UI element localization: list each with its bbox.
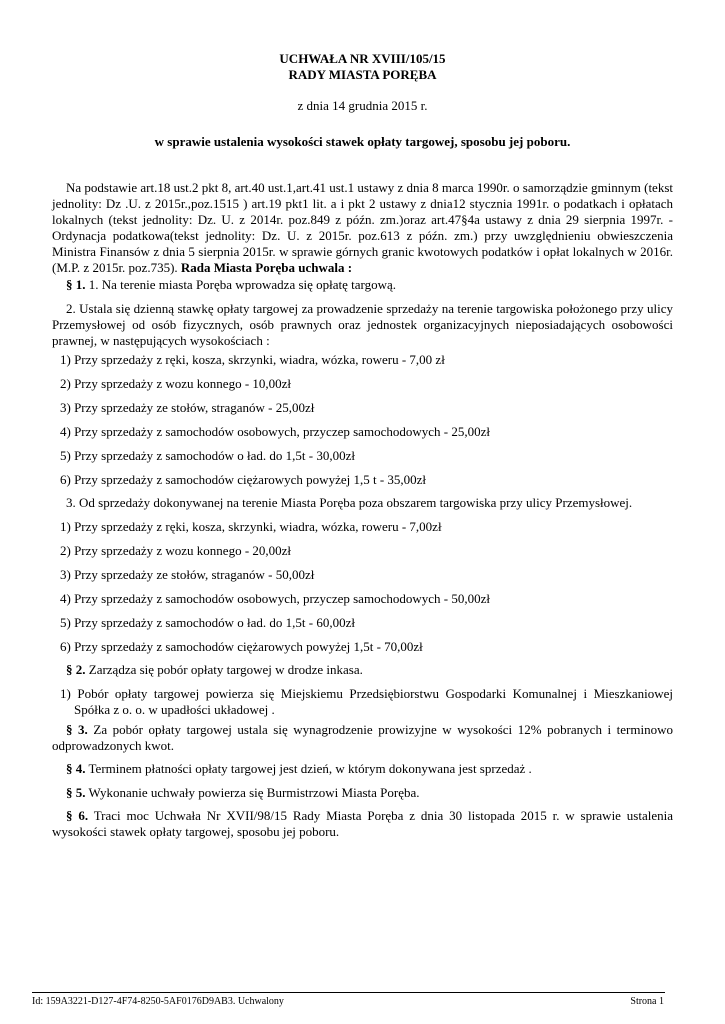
rate-item: 4) Przy sprzedaży z samochodów osobowych, przyczep samochodowych - 50,00zł (60, 591, 490, 606)
preamble (52, 180, 673, 276)
section-6: § 6. Traci moc Uchwała Nr XVII/98/15 Rady Miasta Poręba z dnia 30 listopada 2015 r. w sprawie ustalenia wysokości stawek opłaty targowej, sposobu jej poboru. (52, 808, 674, 839)
rate-item: 5) Przy sprzedaży z samochodów o ład. do 1,5t - 60,00zł (60, 615, 355, 630)
section-2-mark: § 2. (66, 662, 86, 677)
section-1-point-1: § 1. 1. Na terenie miasta Poręba wprowadza się opłatę targową. (66, 277, 397, 292)
section-1-point-3: 3. Od sprzedaży dokonywanej na terenie Miasta Poręba poza obszarem targowiska przy ulicy Przemysłowej. (66, 495, 633, 510)
council-name: RADY MIASTA PORĘBA (288, 67, 437, 82)
section-4: § 4. Terminem płatności opłaty targowej jest dzień, w którym dokonywana jest sprzedaż . (66, 761, 532, 776)
rate-item: 6) Przy sprzedaży z samochodów ciężarowych powyżej 1,5t - 70,00zł (60, 639, 423, 654)
section-3: § 3. Za pobór opłaty targowej ustala się wynagrodzenie prowizyjne w wysokości 12% pobranych i terminowo odprowadzonych kwot. (52, 722, 674, 753)
preamble-text: Na podstawie art.18 ust.2 pkt 8, art.40 ust.1,art.41 ust.1 ustawy z dnia 8 marca 1990r. o samorządzie gminnym (tekst jednolity: Dz .U. z 2015r.,poz.1515 ) art.19 pkt1 lit. a i pkt 2 ustawy z dnia12 stycznia 1991r. o podatkach i opłatach lokalnych (tekst jednolity: Dz. U. z 2014r. poz.849 z późn. zm.)oraz art.47§4a ustawy z dnia 29 sierpnia 1997r. -Ordynacja podatkowa(tekst jednolity: Dz. U. z 2015r. poz.613 z późn. zm.) przy uwzględnieniu obwieszczenia Ministra Finansów z dnia 5 sierpnia 2015r. w sprawie górnych granic kwotowych podatków i opłat lokalnych w 2016r. (M.P. z 2015r. poz.735). (52, 180, 673, 275)
section-2-item: 1) Pobór opłaty targowej powierza się Miejskiemu Przedsiębiorstwu Gospodarki Komunalnej i Mieszkaniowej Spółka z o. o. w upadłości układowej . (60, 686, 673, 717)
document-id: Id: 159A3221-D127-4F74-8250-5AF0176D9AB3. Uchwalony (32, 996, 284, 1007)
section-6-mark: § 6. (66, 808, 89, 823)
section-1-point-2: 2. Ustala się dzienną stawkę opłaty targowej za prowadzenie sprzedaży na terenie targowiska położonego przy ulicy Przemysłowej od osób fizycznych, osób prawnych oraz jednostek organizacyjnych nieposiadających osobowości prawnej, w następujących wysokościach : (52, 301, 673, 348)
section-5: § 5. Wykonanie uchwały powierza się Burmistrzowi Miasta Poręba. (66, 785, 420, 800)
section-5-mark: § 5. (66, 785, 86, 800)
rate-item: 1) Przy sprzedaży z ręki, kosza, skrzynki, wiadra, wózka, roweru - 7,00 zł (60, 352, 445, 367)
rate-item: 2) Przy sprzedaży z wozu konnego - 10,00zł (60, 376, 292, 391)
rate-item: 4) Przy sprzedaży z samochodów osobowych, przyczep samochodowych - 25,00zł (60, 424, 490, 439)
resolution-number: UCHWAŁA NR XVIII/105/15 (279, 51, 446, 66)
rate-item: 3) Przy sprzedaży ze stołów, straganów - 25,00zł (60, 400, 315, 415)
section-1-mark: § 1. (66, 277, 86, 292)
rate-item: 3) Przy sprzedaży ze stołów, straganów - 50,00zł (60, 567, 315, 582)
section-2: § 2. Zarządza się pobór opłaty targowej w drodze inkasa. (66, 662, 363, 677)
resolution-subject: w sprawie ustalenia wysokości stawek opłaty targowej, sposobu jej poboru. (154, 134, 571, 149)
footer-divider (32, 992, 665, 993)
rate-item: 6) Przy sprzedaży z samochodów ciężarowych powyżej 1,5 t - 35,00zł (60, 472, 427, 487)
preamble-bold: Rada Miasta Poręba uchwala : (180, 260, 353, 275)
resolution-date: z dnia 14 grudnia 2015 r. (297, 98, 428, 113)
page-number: Strona 1 (630, 996, 664, 1007)
rate-item: 2) Przy sprzedaży z wozu konnego - 20,00zł (60, 543, 292, 558)
rate-item: 1) Przy sprzedaży z ręki, kosza, skrzynki, wiadra, wózka, roweru - 7,00zł (60, 519, 442, 534)
section-4-mark: § 4. (66, 761, 86, 776)
rate-item: 5) Przy sprzedaży z samochodów o ład. do 1,5t - 30,00zł (60, 448, 355, 463)
section-3-mark: § 3. (66, 722, 88, 737)
